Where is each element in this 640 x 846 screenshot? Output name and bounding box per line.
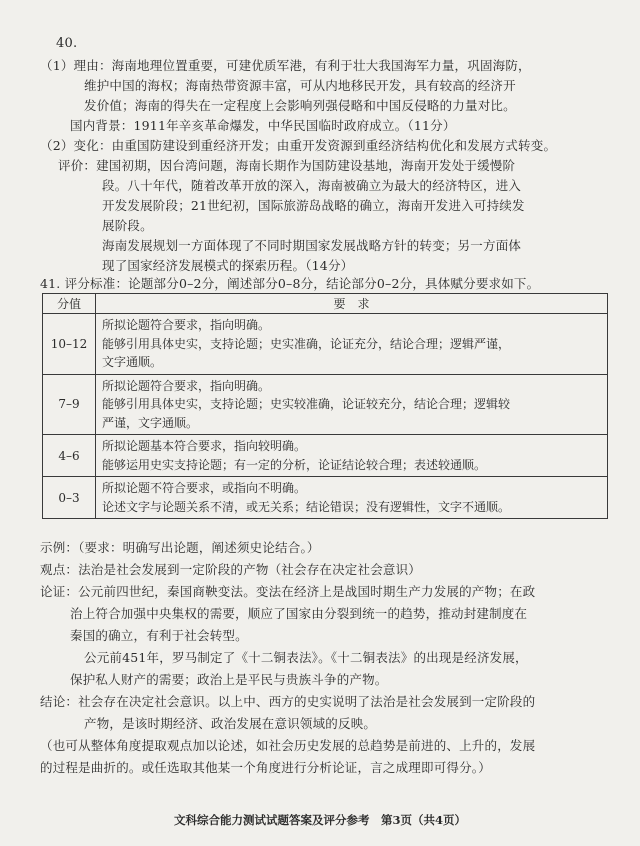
example-line: 公元前451年，罗马制定了《十二铜表法》。《十二铜表法》的出现是经济发展， [84, 650, 528, 665]
requirement-line: 能够运用史实支持论题；有一定的分析，论证结论较合理；表述较通顺。 [102, 457, 487, 472]
q40-line: 国内背景：1911年辛亥革命爆发，中华民国临时政府成立。（11分） [70, 118, 456, 133]
requirement-line: 能够引用具体史实，支持论题；史实较准确，论证较充分，结论合理；逻辑较 [102, 397, 511, 411]
requirement-cell [96, 435, 608, 477]
table-row [43, 314, 608, 375]
requirement-cell [96, 314, 608, 375]
example-line: 的过程是曲折的。或任选取其他某一个角度进行分析论证，言之成理即可得分。） [40, 760, 491, 775]
q40-line: 维护中国的海权；海南热带资源丰富，可从内地移民开发，具有较高的经济开 [84, 78, 516, 93]
header-score: 分值 [43, 294, 96, 314]
example-line: 示例：（要求：明确写出论题，阐述须史论结合。） [40, 540, 320, 555]
score-range: 0–3 [43, 477, 96, 519]
score-range: 7–9 [43, 374, 96, 435]
q40-line: 评价：建国初期，因台湾问题，海南长期作为国防建设基地，海南开发处于缓慢阶 [58, 158, 516, 173]
table-row [43, 374, 608, 435]
example-line: 保护私人财产的需要；政治上是平民与贵族斗争的产物。 [70, 672, 388, 687]
requirement-cell [96, 374, 608, 435]
requirement-line: 文字通顺。 [102, 355, 163, 369]
page-footer: 文科综合能力测试试题答案及评分参考 第3页（共4页） [173, 813, 466, 827]
table-row [43, 477, 608, 519]
example-line: 产物，是该时期经济、政治发展在意识领域的反映。 [84, 716, 377, 731]
q40-line: 开发发展阶段；21世纪初，国际旅游岛战略的确立，海南开发进入可持续发 [102, 198, 525, 213]
requirement-cell [96, 477, 608, 519]
example-line: 治上符合加强中央集权的需要，顺应了国家由分裂到统一的趋势，推动封建制度在 [70, 606, 528, 621]
example-line: 结论：社会存在决定社会意识。以上中、西方的史实说明了法治是社会发展到一定阶段的 [40, 694, 536, 709]
q40-line: 段。八十年代，随着改革开放的深入，海南被确立为最大的经济特区，进入 [102, 178, 522, 193]
example-line: 观点：法治是社会发展到一定阶段的产物（社会存在决定社会意识） [40, 562, 422, 577]
score-range: 4–6 [43, 435, 96, 477]
table-row [43, 435, 608, 477]
scoring-table [42, 293, 608, 519]
example-line: （也可从整体角度提取观点加以论述，如社会历史发展的总趋势是前进的、上升的，发展 [40, 738, 536, 753]
requirement-line: 所拟论题符合要求，指向明确。 [102, 318, 271, 332]
requirement-line: 论述文字与论题关系不清，或无关系；结论错误；没有逻辑性，文字不通顺。 [102, 499, 511, 514]
requirement-line: 能够引用具体史实，支持论题；史实准确，论证充分，结论合理；逻辑严谨， [102, 336, 511, 351]
q40-line: 发价值；海南的得失在一定程度上会影响列强侵略和中国反侵略的力量对比。 [84, 98, 516, 113]
table-header-row [43, 294, 608, 314]
q40-line: 海南发展规划一方面体现了不同时期国家发展战略方针的转变；另一方面体 [102, 238, 522, 253]
requirement-line: 严谨，文字通顺。 [102, 415, 199, 430]
q40-line: （2）变化：由重国防建设到重经济开发；由重开发资源到重经济结构优化和发展方式转变。 [40, 138, 557, 153]
header-requirement: 要 求 [96, 294, 608, 314]
q40-line: 展阶段。 [102, 218, 153, 233]
q40-number: 40. [56, 36, 78, 51]
example-line: 论证：公元前四世纪，秦国商鞅变法。变法在经济上是战国时期生产力发展的产物；在政 [40, 584, 536, 599]
example-line: 秦国的确立，有利于社会转型。 [70, 628, 248, 643]
q41-intro: 41. 评分标准：论题部分0–2分，阐述部分0–8分，结论部分0–2分，具体赋分要求如下。 [40, 276, 540, 291]
requirement-line: 所拟论题基本符合要求，指向较明确。 [102, 439, 307, 453]
q40-line: （1）理由：海南地理位置重要，可建优质军港，有利于壮大我国海军力量，巩固海防， [40, 58, 531, 73]
requirement-line: 所拟论题不符合要求，或指向不明确。 [102, 481, 307, 495]
score-range: 10–12 [43, 314, 96, 375]
q40-line: 现了国家经济发展模式的探索历程。（14分） [102, 258, 354, 273]
requirement-line: 所拟论题符合要求，指向明确。 [102, 378, 271, 393]
